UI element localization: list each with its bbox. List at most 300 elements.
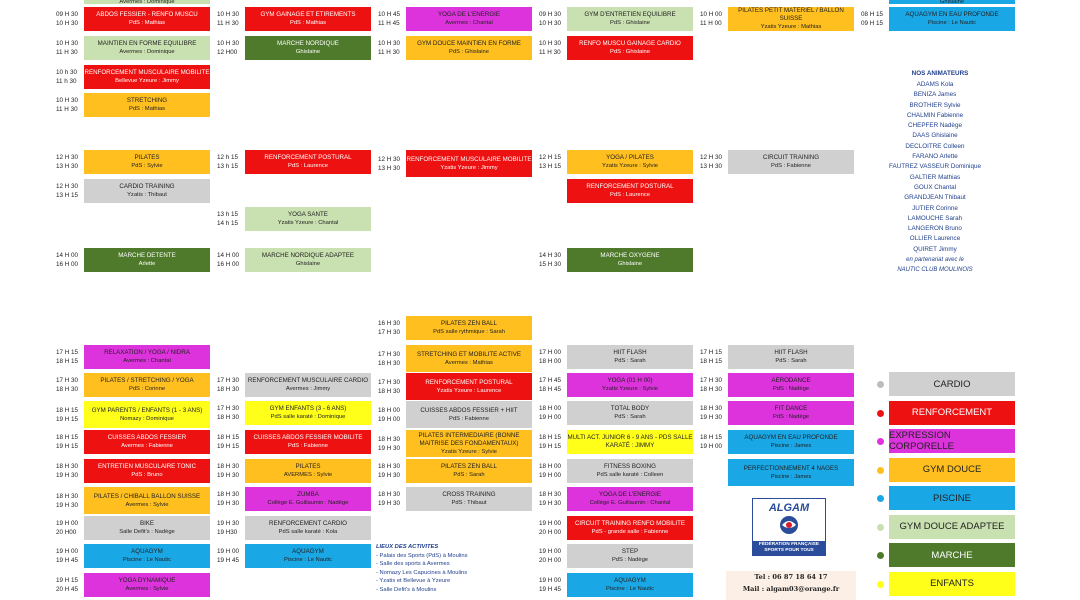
time-start: 19 H 15: [56, 577, 79, 584]
activity-box: [405, 458, 533, 484]
activity-box: [566, 543, 694, 569]
time-start: 18 H 30: [56, 492, 79, 500]
time-start: 17 H 30: [378, 378, 401, 386]
activity-box: [405, 6, 533, 32]
activity-box: [566, 458, 694, 484]
location-item: - Nomazy Les Capucines à Moulins: [376, 569, 468, 576]
time-slot: [56, 96, 90, 114]
time-start: 18 H 00: [378, 406, 401, 414]
time-start: 17 H 30: [217, 405, 240, 412]
time-end: 11 H 30: [378, 49, 400, 56]
time-start: 19 H 00: [539, 520, 562, 527]
time-slot: [539, 39, 573, 57]
animator-name: DAAS Ghislaine: [912, 132, 958, 140]
activity-place-coach: PdS : Sarah: [614, 358, 646, 364]
time-slot: [539, 376, 573, 394]
animator-name: BROTHIER Sylvie: [909, 101, 961, 109]
time-start: 18 H 30: [56, 463, 79, 470]
time-slot: [56, 519, 90, 537]
time-slot: [217, 153, 251, 171]
time-start: 10 H 30: [539, 40, 562, 47]
time-end: 19 H 15: [539, 443, 562, 450]
time-end: 19 H 15: [56, 443, 79, 450]
activity-box: [566, 6, 694, 32]
contact-email[interactable]: Mail : algam03@orange.fr: [742, 585, 840, 593]
activity-place-coach: PdS : Mathias: [128, 106, 166, 112]
activity-place-coach: PdS : Sarah: [775, 358, 807, 364]
time-end: 18 H 15: [56, 358, 79, 365]
location-item: - Salle Defit's à Moulins: [376, 586, 437, 593]
activity-box: [566, 344, 694, 370]
activity-place-coach: PdS : Fabienne: [288, 443, 328, 449]
algam-federation-label: FÉDÉRATION FRANÇAISE SPORTS POUR TOUS: [753, 541, 825, 555]
activity-title: HIIT FLASH: [774, 349, 808, 356]
time-slot: [539, 10, 573, 28]
time-end: 18 H 15: [700, 358, 723, 365]
time-slot: [217, 210, 251, 228]
activity-title: HIIT FLASH: [613, 349, 647, 356]
activity-title: ABDOS FESSIER - RENFO MUSCU: [96, 11, 198, 18]
algam-name: ALGAM: [768, 502, 810, 514]
time-slot: [378, 39, 412, 57]
activity-place-coach: Avermes : Jimmy: [285, 386, 331, 392]
activity-box: [566, 572, 694, 598]
activity-box: [244, 486, 372, 512]
activity-title: RENFORCEMENT CARDIO: [269, 520, 347, 527]
activity-box: [405, 429, 533, 458]
activity-title: YOGA DYNAMIQUE: [118, 577, 176, 584]
time-start: 18 H 00: [539, 405, 562, 412]
time-slot: [539, 519, 573, 537]
animator-name: GOUX Chantal: [914, 183, 956, 191]
activity-box: [244, 458, 372, 484]
activity-box: [566, 515, 694, 541]
legend-dot: [877, 524, 884, 531]
activity-place-coach: Collège E. Guillaumin : Nadège: [267, 500, 349, 506]
activity-title: RENFORCEMENT POSTURAL: [586, 183, 674, 190]
activity-place-coach: Yzatis Yzeure : Mathias: [760, 24, 822, 30]
time-end: 19 H 15: [56, 415, 79, 423]
time-start: 18 H 15: [217, 434, 240, 441]
activity-box: [405, 344, 533, 373]
legend-item: GYM DOUCE ADAPTEE: [888, 514, 1016, 540]
activity-title: PILATES ZEN BALL: [441, 463, 497, 470]
time-slot: [539, 490, 573, 508]
sports-pour-tous-emblem-icon: [776, 514, 802, 536]
time-end: 19 H30: [217, 529, 238, 536]
activity-title: YOGA (01 H 00): [607, 377, 653, 384]
activity-place-coach: Bellevue Yzeure : Jimmy: [115, 78, 179, 84]
activity-place-coach: Yzatis Yzeure : Jimmy: [440, 164, 498, 171]
time-slot: [56, 576, 90, 594]
time-start: 10 h 30: [56, 69, 78, 76]
time-start: 14 H 00: [217, 252, 240, 259]
activity-title: CUISSES ABDOS FESSIER MOBILITE: [253, 434, 363, 441]
activity-place-coach: Collège E. Guillaumin : Chantal: [589, 500, 671, 506]
activity-place-coach: PdS : Sarah: [614, 414, 646, 420]
activity-box: [727, 458, 855, 487]
time-end: 13 H 30: [700, 163, 723, 170]
time-end: 12 H00: [217, 49, 238, 56]
activity-box: [83, 149, 211, 175]
time-start: 12 h 15: [217, 154, 239, 161]
time-end: 18 H 30: [700, 386, 723, 393]
activity-title: GYM ENFANTS (3 - 6 ANS): [269, 405, 347, 412]
time-start: 18 H 30: [700, 405, 723, 412]
time-end: 11 H 45: [378, 20, 400, 27]
animator-name: BENIZA James: [913, 91, 957, 99]
activity-box: [83, 35, 211, 61]
time-slot: [378, 435, 412, 453]
activity-place-coach: PdS salle karaté : Colleen: [596, 472, 664, 478]
time-start: 10 H 30: [378, 40, 401, 47]
time-end: 18 H 30: [56, 386, 79, 393]
activity-box: [83, 429, 211, 455]
activity-place-coach: Yzatis Yzeure : Sylvie: [441, 448, 497, 455]
time-end: 19 H 30: [56, 501, 79, 509]
time-end: 11 H 30: [217, 20, 239, 27]
time-start: 17 H 15: [56, 349, 79, 356]
activity-box: [244, 6, 372, 32]
animator-name: QUIRET Jimmy: [913, 245, 957, 253]
time-start: 17 H 30: [378, 350, 401, 358]
time-end: 19 H 00: [378, 415, 401, 423]
activity-title: YOGA / PILATES: [606, 154, 654, 161]
activity-box: [566, 372, 694, 398]
legend-item: RENFORCEMENT: [888, 400, 1016, 426]
activity-title: TOTAL BODY: [610, 405, 650, 412]
activity-box: [727, 344, 855, 370]
activity-box: [83, 372, 211, 398]
time-end: 19 H 00: [539, 472, 562, 479]
time-end: 19 H 00: [539, 414, 562, 421]
time-end: 18 H 00: [539, 358, 562, 365]
activity-box: [566, 400, 694, 426]
time-end: 19 H 30: [378, 500, 401, 507]
time-start: 18 H 15: [700, 434, 723, 441]
contact-phone[interactable]: Tel : 06 87 18 64 17: [754, 573, 828, 581]
activity-place-coach: PdS : Bruno: [131, 472, 163, 478]
time-slot: [217, 433, 251, 451]
activity-title: AQUAGYM: [292, 548, 324, 555]
time-slot: [56, 182, 90, 200]
time-slot: [56, 39, 90, 57]
activity-box: [888, 6, 1016, 32]
activity-title: RENFORCEMENT POSTURAL: [425, 378, 513, 386]
activity-place-coach: PdS : Corinne: [128, 386, 166, 392]
activity-place-coach: Arlette: [138, 261, 156, 267]
activity-place-coach: PdS : Fabienne: [449, 415, 489, 422]
activity-place-coach: PdS : Nadège: [772, 386, 810, 392]
activity-title: RENFORCEMENT MUSCULAIRE MOBILITE: [84, 69, 210, 76]
legend-dot: [877, 581, 884, 588]
time-slot: [378, 406, 412, 424]
time-start: 16 H 30: [378, 320, 401, 327]
activity-box: [727, 6, 855, 32]
time-start: 14 H 30: [539, 252, 562, 259]
activity-box: [244, 372, 372, 398]
time-end: 19 H 30: [378, 444, 401, 452]
time-slot: [217, 462, 251, 480]
activity-title: STEP: [621, 548, 639, 555]
time-end: 19 H 45: [539, 586, 562, 593]
activity-place-coach: Piscine : Le Nautic: [927, 20, 976, 26]
time-slot: [217, 404, 251, 422]
time-slot: [56, 153, 90, 171]
time-end: 19 H 30: [539, 500, 562, 507]
activity-box: [727, 372, 855, 398]
activity-place-coach: Avermes : Dominique: [119, 49, 175, 55]
time-slot: [56, 68, 90, 86]
time-start: 10 H 30: [217, 40, 240, 47]
activity-title: GYM PARENTS / ENFANTS (1 - 3 ANS): [91, 406, 203, 414]
activity-box: [244, 543, 372, 569]
animator-name: GALTIER Mathias: [909, 173, 961, 181]
animator-name: CHEPFER Nadège: [908, 122, 962, 130]
activity-title: GYM DOUCE MAINTIEN EN FORME: [417, 40, 521, 47]
activity-title: AQUAGYM: [131, 548, 163, 555]
activity-place-coach: AVERMES : Sylvie: [283, 472, 333, 478]
time-end: 13 H 30: [378, 164, 401, 172]
activity-title: RENFORCEMENT MUSCULAIRE MOBILITE: [406, 155, 532, 163]
activity-box: [83, 64, 211, 90]
legend-item: ENFANTS: [888, 571, 1016, 597]
time-slot: [217, 547, 251, 565]
time-end: 11 H 30: [56, 106, 78, 113]
activity-box: [83, 6, 211, 32]
activity-place-coach: PdS salle rythmique : Sarah: [433, 329, 505, 335]
activity-place-coach: Ghislaine: [295, 49, 321, 55]
time-end: 19 H 30: [378, 472, 401, 479]
activity-box: [405, 486, 533, 512]
activity-box: [566, 429, 694, 455]
locations-title: LIEUX DES ACTIVITES: [376, 544, 439, 550]
time-end: 18 H 30: [378, 387, 401, 395]
activity-title: RENFORCEMENT MUSCULAIRE CARDIO: [247, 377, 369, 384]
legend-item: PISCINE: [888, 485, 1016, 511]
locations-list: [376, 543, 526, 594]
activity-title: BIKE: [139, 520, 155, 527]
activity-place-coach: PdS : Ghislaine: [610, 49, 650, 55]
time-end: 13 H 15: [56, 192, 79, 199]
time-start: 12 H 30: [56, 154, 79, 161]
activity-box: [566, 178, 694, 204]
activity-place-coach: PdS : Mathias: [128, 20, 166, 26]
time-slot: [378, 378, 412, 396]
time-end: 19 H 00: [700, 443, 723, 450]
time-slot: [217, 490, 251, 508]
time-start: 18 H 00: [539, 463, 562, 470]
animator-name: DECLOITRE Colleen: [905, 142, 965, 150]
activity-title: MARCHE NORDIQUE: [277, 40, 339, 47]
animator-name: CHALMIN Fabienne: [906, 111, 964, 119]
activity-place-coach: PdS : Nadège: [611, 557, 649, 563]
activity-box: [83, 515, 211, 541]
animator-name: LAMOUCHE Sarah: [907, 214, 963, 222]
animator-name: LANGERON Bruno: [908, 225, 962, 233]
time-slot: [56, 376, 90, 394]
activity-box: [83, 178, 211, 204]
time-end: 19 H 45: [217, 557, 240, 564]
activity-box: [83, 247, 211, 273]
activity-title: FITNESS BOXING: [604, 463, 656, 470]
time-end: 20 H00: [56, 529, 77, 536]
time-end: 10 H 30: [539, 20, 562, 27]
legend-dot: [877, 552, 884, 559]
time-start: 12 H 15: [539, 154, 562, 161]
activity-box: [244, 515, 372, 541]
activity-title: PILATES: [295, 463, 321, 470]
activity-box: [244, 247, 372, 273]
time-start: 19 H 00: [217, 548, 240, 555]
activity-place-coach: PdS salle karaté : Dominique: [270, 414, 346, 420]
activity-place-coach: Piscine : Le Nautic: [122, 557, 171, 563]
activity-title: CIRCUIT TRAINING RENFO MOBILITE: [574, 520, 686, 527]
legend-dot: [877, 381, 884, 388]
time-slot: [56, 433, 90, 451]
legend-dot: [877, 438, 884, 445]
activity-title: AERODANCE: [771, 377, 811, 384]
activity-box-partial: [888, 0, 1016, 5]
time-slot: [539, 547, 573, 565]
activity-place-coach: PdS : Laurence: [610, 192, 650, 198]
time-start: 17 H 00: [539, 349, 562, 356]
time-start: 18 H 30: [378, 463, 401, 470]
activity-place-coach: PdS : Sylvie: [131, 163, 163, 169]
time-start: 18 H 15: [56, 406, 79, 414]
time-slot: [56, 462, 90, 480]
time-start: 17 H 30: [700, 377, 723, 384]
activity-title: PERFECTIONNEMENT 4 NAGES: [743, 464, 839, 472]
activity-title: CIRCUIT TRAINING: [762, 154, 820, 161]
time-slot: [861, 10, 895, 28]
time-slot: [217, 251, 251, 269]
time-slot: [539, 251, 573, 269]
time-start: 10 H 00: [700, 11, 723, 18]
time-slot: [217, 519, 251, 537]
time-slot: [56, 406, 90, 424]
activity-title: ZUMBA: [297, 491, 319, 498]
activity-title: MARCHE OXYGENE: [600, 252, 660, 259]
activity-title: CROSS TRAINING: [442, 491, 496, 498]
time-slot: [56, 492, 90, 510]
time-start: 18 H 30: [217, 491, 240, 498]
activity-title: ENTRETIEN MUSCULAIRE TONIC: [97, 463, 197, 470]
legend-dot: [877, 410, 884, 417]
time-end: 19 H 30: [700, 414, 723, 421]
activity-place-coach: Piscine : Le Nautic: [605, 586, 654, 592]
activity-box: [83, 458, 211, 484]
time-end: 16 H 00: [56, 261, 79, 268]
time-slot: [539, 404, 573, 422]
activity-title: PILATES ZEN BALL: [441, 320, 497, 327]
activity-title: STRETCHING: [126, 97, 168, 104]
legend-item: MARCHE: [888, 542, 1016, 568]
activity-title: PILATES / STRETCHING / YOGA: [100, 377, 194, 384]
activity-title: STRETCHING ET MOBILITE ACTIVE: [416, 350, 522, 358]
activity-box: [566, 35, 694, 61]
activity-place-coach: PdS - grande salle : Fabienne: [591, 529, 669, 535]
activity-place-coach: PdS : Thibaut: [451, 500, 487, 506]
activity-place-coach: PdS : Sarah: [453, 472, 485, 478]
activity-place-coach: Yzatis Yzeure : Laurence: [436, 387, 502, 394]
activity-place-coach: Salle Defit's : Nadège: [119, 529, 175, 535]
activity-place-coach: PdS : Ghislaine: [449, 49, 489, 55]
time-start: 19 H 00: [56, 548, 79, 555]
partner-note: [860, 255, 1010, 275]
time-slot: [217, 376, 251, 394]
time-end: 13 H 15: [539, 163, 562, 170]
activity-place-coach: Piscine : Le Nautic: [283, 557, 332, 563]
time-slot: [378, 10, 412, 28]
activity-place-coach: Ghislaine: [617, 261, 643, 267]
partner-note-line1: en partenariat avec le: [906, 257, 964, 263]
time-end: 19 H 30: [56, 472, 79, 479]
time-slot: [378, 490, 412, 508]
time-end: 20 H 00: [539, 557, 562, 564]
time-start: 18 H 15: [539, 434, 562, 441]
time-start: 17 H 30: [217, 377, 240, 384]
activity-place-coach: Ghislaine: [939, 0, 965, 5]
animator-name: FARANO Arlette: [912, 153, 958, 161]
time-end: 11 h 30: [56, 78, 77, 85]
time-slot: [217, 10, 251, 28]
time-slot: [378, 350, 412, 368]
time-slot: [56, 251, 90, 269]
activity-title: PILATES: [134, 154, 160, 161]
activity-title: AQUAGYM EN EAU PROFONDE: [744, 434, 838, 441]
time-end: 11 H 30: [56, 49, 78, 56]
activity-place-coach: Yzatis : Thibaut: [127, 192, 167, 198]
activity-box: [244, 429, 372, 455]
activity-box: [244, 400, 372, 426]
time-start: 18 H 30: [217, 463, 240, 470]
activity-title: RENFO MUSCU GAINAGE CARDIO: [579, 40, 681, 47]
time-end: 19 H 30: [217, 472, 240, 479]
activity-title: YOGA DE L'ENERGIE: [437, 11, 501, 18]
time-start: 18 H 30: [539, 491, 562, 498]
activity-place-coach: Nomazy : Dominique: [120, 415, 174, 422]
activity-title: CUISSES ABDOS FESSIER + HIIT: [420, 406, 518, 414]
activity-place-coach: PdS : Laurence: [288, 163, 328, 169]
activity-place-coach: Avermes : Chantal: [445, 20, 493, 26]
activity-title: PILATES / CHIBALL BALLON SUISSE: [93, 492, 201, 500]
activity-box: [727, 429, 855, 455]
time-start: 19 H 00: [539, 577, 562, 584]
time-end: 15 H 30: [539, 261, 562, 268]
activity-title: GYM D'ENTRETIEN EQUILIBRE: [584, 11, 676, 18]
animator-name: ADAMS Kola: [916, 81, 954, 88]
time-slot: [539, 433, 573, 451]
activity-place-coach: Yzatis Yzeure : Chantal: [277, 220, 339, 226]
time-end: 18 H 30: [217, 386, 240, 393]
activity-place-coach: Avermes : Fabienne: [121, 443, 173, 449]
activity-box: [727, 400, 855, 426]
time-end: 19 H 30: [217, 500, 240, 507]
legend-dot: [877, 495, 884, 502]
activity-box: [83, 572, 211, 598]
activity-place-coach: PdS : Nadège: [772, 414, 810, 420]
time-slot: [539, 153, 573, 171]
activity-title: MULTI ACT. JUNIOR 6 - 9 ANS - PDS SALLE KARATÉ : JIMMY: [567, 434, 693, 449]
location-item: - Salle des sports à Avermes: [376, 561, 450, 567]
animator-name: GRANDJEAN Thibaut: [904, 194, 966, 202]
time-start: 10 H 45: [378, 11, 401, 18]
activity-box: [405, 372, 533, 401]
time-end: 18 H 45: [539, 386, 562, 393]
activity-place-coach: PdS salle karaté : Kola: [278, 529, 338, 535]
time-end: 14 h 15: [217, 220, 239, 227]
